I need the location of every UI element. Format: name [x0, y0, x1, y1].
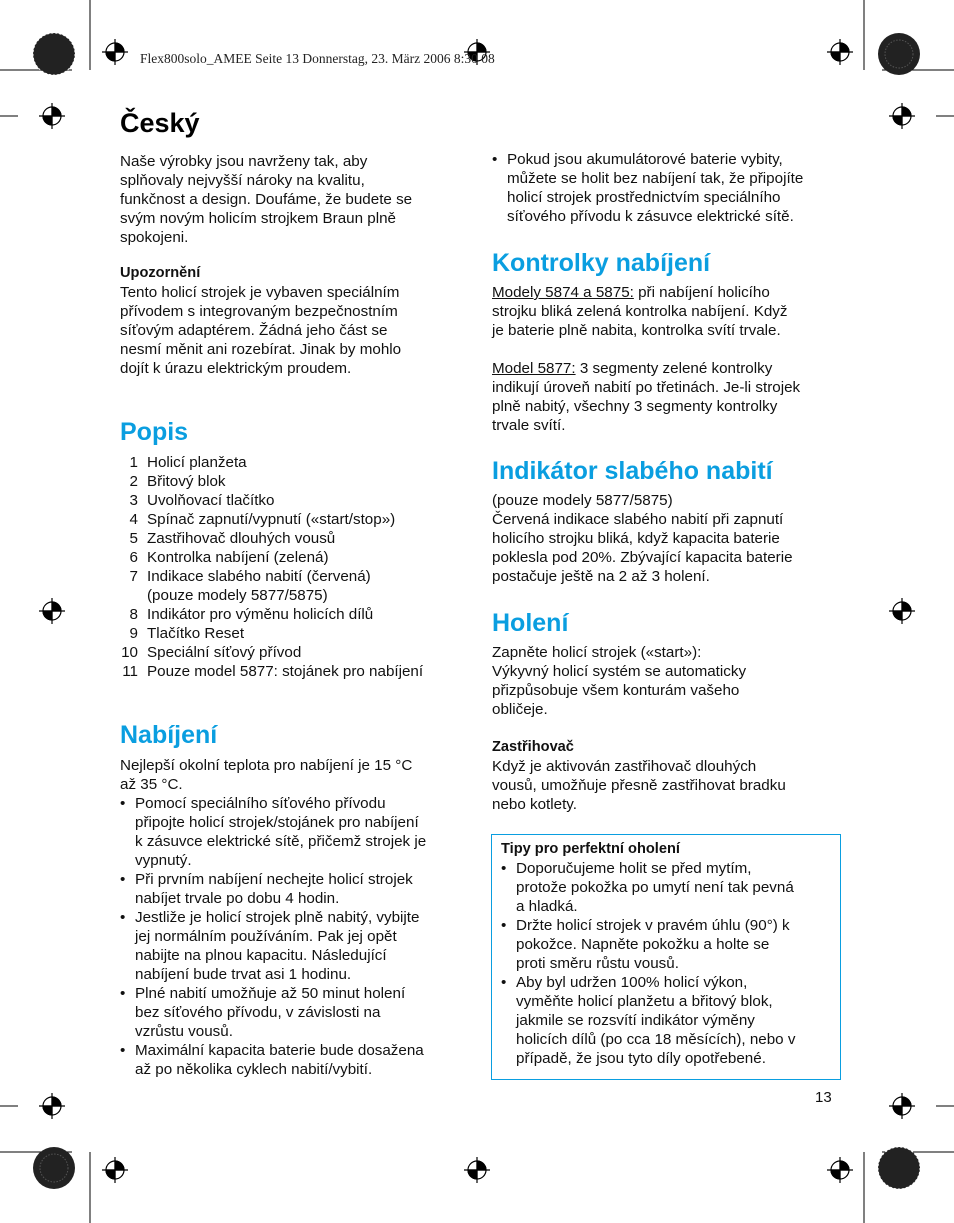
list-item: • Pomocí speciálního síťového přívodu připojte holicí strojek/stojánek pro nabíjení k zásuvce elektrické sítě, přičemž strojek je vypnutý.	[120, 794, 465, 870]
language-title: Český	[120, 108, 200, 138]
holeni-line: přizpůsobuje všem konturám vašeho	[492, 682, 740, 699]
list-item: 6 Kontrolka nabíjení (zelená)	[129, 549, 329, 566]
holeni-line: Výkyvný holicí systém se automaticky	[492, 663, 747, 680]
tips-box	[491, 834, 841, 1080]
holeni-section	[492, 643, 842, 719]
nabijeni-line: až 35 °C.	[120, 776, 183, 793]
trimmer-heading: Zastřihovač	[492, 739, 574, 755]
trimmer-section	[492, 738, 842, 814]
list-item: 10 Speciální síťový přívod	[121, 644, 302, 661]
nabijeni-section	[120, 756, 465, 1079]
warning-line: síťovým adaptérem. Žádná jeho část se	[120, 322, 388, 339]
indikator-section	[492, 491, 842, 586]
list-item: • Držte holicí strojek v pravém úhlu (90°) k pokožce. Napněte pokožku a holte se proti směru růstu vousů.	[501, 916, 832, 973]
warning-heading: Upozornění	[120, 265, 201, 281]
popis-heading: Popis	[120, 418, 189, 446]
indikator-heading: Indikátor slabého nabití	[492, 457, 773, 485]
kontrolky-line: Modely 5874 a 5875: při nabíjení holicího	[492, 284, 770, 301]
list-item: • Plné nabití umožňuje až 50 minut holení bez síťového přívodu, v závislosti na vzrůstu vousů.	[120, 984, 465, 1041]
list-item: • Pokud jsou akumulátorové baterie vybity, můžete se holit bez nabíjení tak, že připojíte holicí strojek prostřednictvím speciálního síťového přívodu k zásuvce elektrické sítě.	[492, 150, 842, 226]
list-item: 1 Holicí planžeta	[129, 454, 247, 471]
tips-heading: Tipy pro perfektní oholení	[501, 841, 680, 857]
battery-bullet	[492, 150, 842, 226]
kontrolky-line: plně nabitý, všechny 3 segmenty kontrolky	[492, 398, 778, 415]
print-header: Flex800solo_AMEE Seite 13 Donnerstag, 23. März 2006 8:30 08	[140, 51, 495, 66]
list-item: 7 Indikace slabého nabití (červená) (pouze modely 5877/5875)	[129, 568, 371, 604]
holeni-line: obličeje.	[492, 701, 548, 718]
warning-line: Tento holicí strojek je vybaven speciálním	[120, 284, 400, 301]
list-item: • Jestliže je holicí strojek plně nabitý, vybijte jej normálním používáním. Pak jej opět nabijte na plnou kapacitu. Následující nabíjení bude trvat asi 1 hodinu.	[120, 908, 465, 984]
trimmer-line: Když je aktivován zastřihovač dlouhých	[492, 758, 757, 775]
page-number: 13	[815, 1089, 832, 1106]
holeni-heading: Holení	[492, 609, 569, 637]
parts-list	[120, 453, 465, 681]
list-item: • Při prvním nabíjení nechejte holicí strojek nabíjet trvale po dobu 4 hodin.	[120, 870, 465, 908]
warning-line: dojít k úrazu elektrickým proudem.	[120, 360, 352, 377]
list-item: • Aby byl udržen 100% holicí výkon, vyměňte holicí planžetu a břitový blok, jakmile se rozsvítí indikátor výměny holicích dílů (po cca 18 měsících), nebo v případě, že jsou tyto díly opotřebené.	[501, 973, 832, 1068]
trimmer-line: nebo kotlety.	[492, 796, 577, 813]
list-item: 9 Tlačítko Reset	[129, 625, 245, 642]
intro-line: splňovaly nejvyšší nároky na kvalitu,	[120, 172, 365, 189]
list-item: 8 Indikátor pro výměnu holicích dílů	[129, 606, 374, 623]
kontrolky-line: strojku bliká zelená kontrolka nabíjení. Když	[492, 303, 788, 320]
list-item: • Maximální kapacita baterie bude dosažena až po několika cyklech nabití/vybití.	[120, 1041, 465, 1079]
indikator-line: holicího strojku bliká, když kapacita baterie	[492, 530, 780, 547]
indikator-line: poklesla pod 20%. Zbývající kapacita baterie	[492, 549, 793, 566]
warning-line: nesmí měnit ani rozebírat. Jinak by mohlo	[120, 341, 402, 358]
list-item: 3 Uvolňovací tlačítko	[129, 492, 275, 509]
list-item: 4 Spínač zapnutí/vypnutí («start/stop»)	[129, 511, 396, 528]
list-item: 11 Pouze model 5877: stojánek pro nabíjení	[122, 663, 424, 680]
holeni-line: Zapněte holicí strojek («start»):	[492, 644, 702, 661]
intro-line: funkčnost a design. Doufáme, že budete se	[120, 191, 413, 208]
tips-list	[501, 859, 832, 1068]
intro-line: Naše výrobky jsou navrženy tak, aby	[120, 153, 368, 170]
kontrolky-line: je baterie plně nabita, kontrolka svítí trvale.	[492, 322, 781, 339]
kontrolky-heading: Kontrolky nabíjení	[492, 249, 711, 277]
kontrolky-line: trvale svítí.	[492, 417, 566, 434]
list-item: 5 Zastřihovač dlouhých vousů	[129, 530, 336, 547]
indikator-line: Červená indikace slabého nabití při zapnutí	[492, 511, 784, 528]
nabijeni-heading: Nabíjení	[120, 721, 218, 749]
intro-line: svým novým holicím strojkem Braun plně	[120, 210, 396, 227]
trimmer-line: vousů, umožňuje přesně zastřihovat bradku	[492, 777, 786, 794]
nabijeni-bullets	[120, 794, 465, 1079]
indikator-line: (pouze modely 5877/5875)	[492, 492, 673, 509]
warning-line: přívodem s integrovaným bezpečnostním	[120, 303, 398, 320]
kontrolky-line: Model 5877: 3 segmenty zelené kontrolky	[492, 360, 773, 377]
warning-section	[120, 264, 465, 378]
kontrolky-section	[492, 283, 842, 435]
list-item: • Doporučujeme holit se před mytím, protože pokožka po umytí není tak pevná a hladká.	[501, 859, 832, 916]
intro-text	[120, 152, 465, 247]
indikator-line: postačuje ještě na 2 až 3 holení.	[492, 568, 710, 585]
list-item: 2 Břitový blok	[129, 473, 226, 490]
nabijeni-line: Nejlepší okolní teplota pro nabíjení je 15 °C	[120, 757, 413, 774]
kontrolky-line: indikují úroveň nabití po třetinách. Je-li strojek	[492, 379, 801, 396]
intro-line: spokojeni.	[120, 229, 189, 246]
